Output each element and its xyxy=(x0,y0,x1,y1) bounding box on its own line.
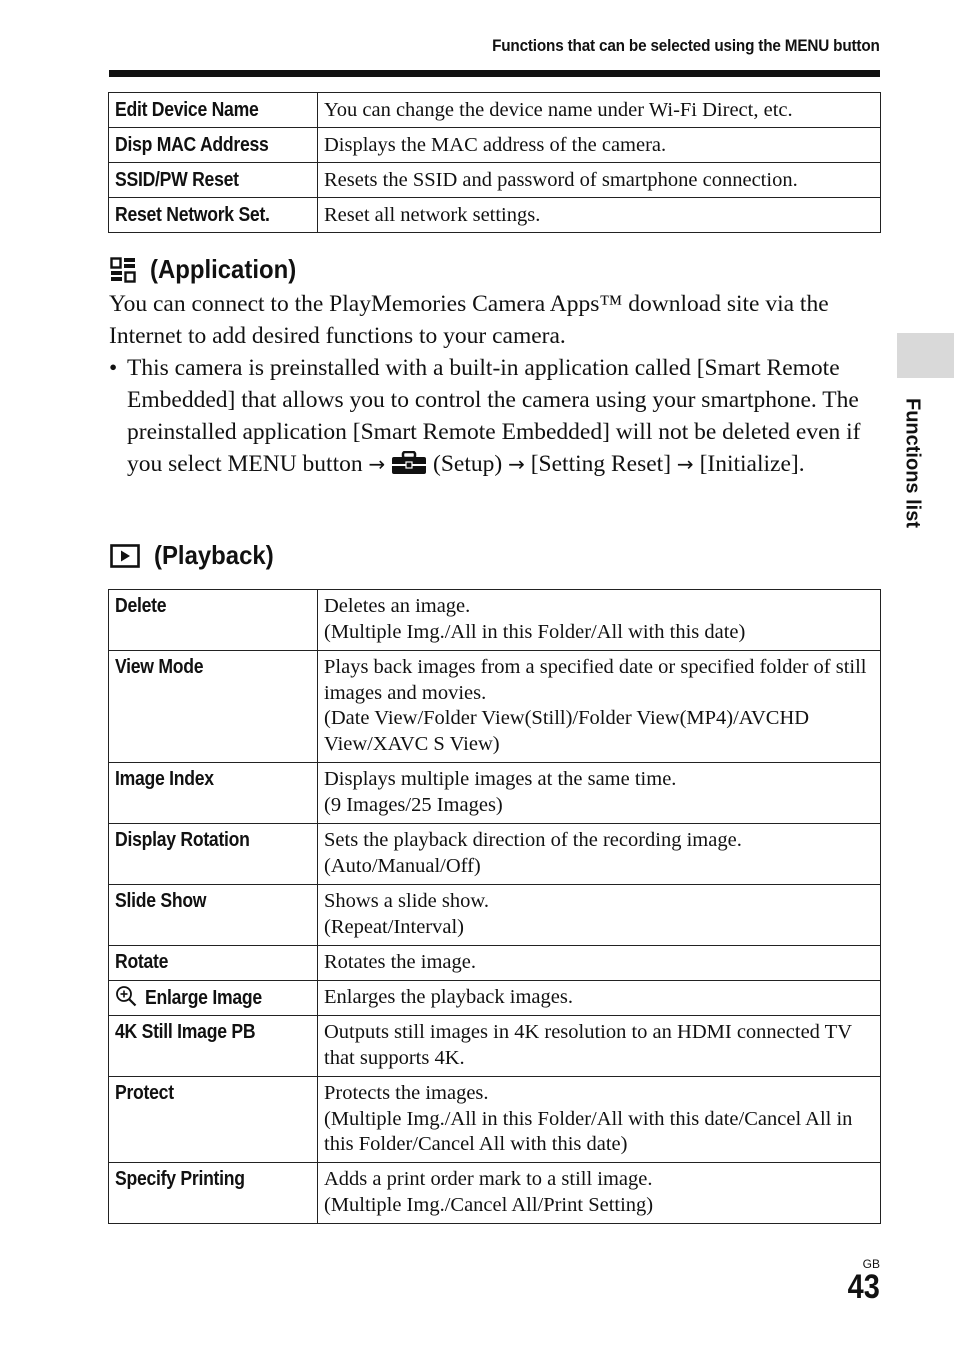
function-name-cell xyxy=(109,651,318,763)
desc-line: (Multiple Img./All in this Folder/All with this date/Cancel All in this Folder/Cancel All with this date) xyxy=(324,1107,853,1155)
function-name-cell xyxy=(109,128,318,163)
desc-line: Shows a slide show. xyxy=(324,890,489,912)
arrow-icon: → xyxy=(368,452,386,476)
function-name: Edit Device Name xyxy=(115,98,259,121)
table-row xyxy=(109,1163,881,1224)
arrow-icon: → xyxy=(508,452,525,476)
function-name-cell xyxy=(109,981,318,1016)
function-name: Rotate xyxy=(115,951,169,973)
table-row xyxy=(109,590,881,651)
playback-heading xyxy=(110,540,284,571)
function-name: Disp MAC Address xyxy=(115,133,269,156)
function-desc: Displays the MAC address of the camera. xyxy=(318,128,881,163)
function-name: Reset Network Set. xyxy=(115,203,270,226)
application-bullet xyxy=(109,352,884,480)
application-icon xyxy=(110,257,136,283)
zoom-in-icon xyxy=(115,985,137,1007)
function-desc xyxy=(318,1163,881,1224)
function-name: View Mode xyxy=(115,656,204,678)
function-name: SSID/PW Reset xyxy=(115,168,239,191)
application-paragraph: You can connect to the PlayMemories Camera Apps™ download site via the Internet to add desired functions to your camera. xyxy=(109,291,829,349)
function-name: Display Rotation xyxy=(115,829,250,851)
table-row xyxy=(109,763,881,824)
table-row xyxy=(109,163,881,198)
desc-line: Protects the images. xyxy=(324,1082,489,1104)
playback-title: (Playback) xyxy=(154,540,274,570)
function-name-cell xyxy=(109,93,318,128)
function-name-cell xyxy=(109,946,318,981)
desc-line: Adds a print order mark to a still image. xyxy=(324,1168,653,1190)
function-name: Enlarge Image xyxy=(145,987,262,1009)
bullet-setup-label: (Setup) xyxy=(433,451,503,477)
bullet-mark: • xyxy=(109,355,118,381)
table-row xyxy=(109,1077,881,1163)
bullet-text-part2: [Setting Reset] xyxy=(530,451,672,477)
function-name: Delete xyxy=(115,595,167,617)
desc-line: (Multiple Img./All in this Folder/All with this date) xyxy=(324,620,746,643)
desc-line: Sets the playback direction of the recording image. xyxy=(324,829,742,851)
table-row xyxy=(109,93,881,128)
table-row xyxy=(109,824,881,885)
setup-toolbox-icon xyxy=(391,451,427,475)
function-name-cell xyxy=(109,1016,318,1077)
function-desc: You can change the device name under Wi-Fi Direct, etc. xyxy=(318,93,881,128)
function-desc: Resets the SSID and password of smartphone connection. xyxy=(318,163,881,198)
table-row xyxy=(109,1016,881,1077)
desc-line: Plays back images from a specified date or specified folder of still images and movies. xyxy=(324,656,867,704)
function-name: Slide Show xyxy=(115,890,207,912)
function-name: 4K Still Image PB xyxy=(115,1021,256,1043)
function-desc xyxy=(318,651,881,763)
page-number: 43 xyxy=(847,1268,880,1306)
playback-table xyxy=(108,589,881,1224)
function-desc xyxy=(318,946,881,981)
function-desc xyxy=(318,885,881,946)
desc-line: Enlarges the playback images. xyxy=(324,986,573,1008)
function-name-cell xyxy=(109,198,318,233)
function-name-cell xyxy=(109,824,318,885)
desc-line: (Multiple Img./Cancel All/Print Setting) xyxy=(324,1193,654,1216)
desc-line: Rotates the image. xyxy=(324,951,476,973)
function-name-cell xyxy=(109,885,318,946)
playback-icon xyxy=(110,544,140,568)
function-desc: Reset all network settings. xyxy=(318,198,881,233)
desc-line: Deletes an image. xyxy=(324,595,471,617)
side-tab-label: Functions list xyxy=(901,398,924,528)
desc-line: (Repeat/Interval) xyxy=(324,915,465,938)
bullet-text-part1: This camera is preinstalled with a built-in application called [Smart Remote Embedded] that allows you to control the camera using your smartphone. The preinstalled application [Smart Remote Embedded] will not be deleted even if you select MENU button xyxy=(127,355,861,477)
running-header: Functions that can be selected using the MENU button xyxy=(492,36,880,55)
desc-line: (Date View/Folder View(Still)/Folder View(MP4)/AVCHD View/XAVC S View) xyxy=(324,707,810,755)
function-name-cell xyxy=(109,590,318,651)
function-name-cell xyxy=(109,1163,318,1224)
table-row xyxy=(109,885,881,946)
bullet-text-part3: [Initialize]. xyxy=(699,451,805,477)
function-desc xyxy=(318,1016,881,1077)
desc-line: (Auto/Manual/Off) xyxy=(324,854,481,877)
arrow-icon: → xyxy=(676,452,694,476)
function-desc xyxy=(318,763,881,824)
table-row xyxy=(109,946,881,981)
side-tab-marker xyxy=(897,333,954,378)
function-name-cell xyxy=(109,763,318,824)
region-code: GB xyxy=(862,1257,880,1271)
desc-line: Displays multiple images at the same time. xyxy=(324,768,677,790)
application-heading xyxy=(110,254,309,285)
function-name: Image Index xyxy=(115,768,214,790)
function-name-cell xyxy=(109,1077,318,1163)
function-desc xyxy=(318,824,881,885)
function-name: Specify Printing xyxy=(115,1168,245,1190)
table-row xyxy=(109,981,881,1016)
table-row xyxy=(109,198,881,233)
desc-line: (9 Images/25 Images) xyxy=(324,793,503,816)
bullet-text xyxy=(127,352,884,480)
desc-line: Outputs still images in 4K resolution to an HDMI connected TV that supports 4K. xyxy=(324,1021,852,1069)
network-settings-table xyxy=(108,92,881,233)
table-row xyxy=(109,651,881,763)
function-desc xyxy=(318,981,881,1016)
application-title: (Application) xyxy=(150,254,297,284)
function-name: Protect xyxy=(115,1082,174,1104)
function-desc xyxy=(318,1077,881,1163)
function-desc xyxy=(318,590,881,651)
function-name-cell xyxy=(109,163,318,198)
table-row xyxy=(109,128,881,163)
header-rule xyxy=(109,70,880,77)
